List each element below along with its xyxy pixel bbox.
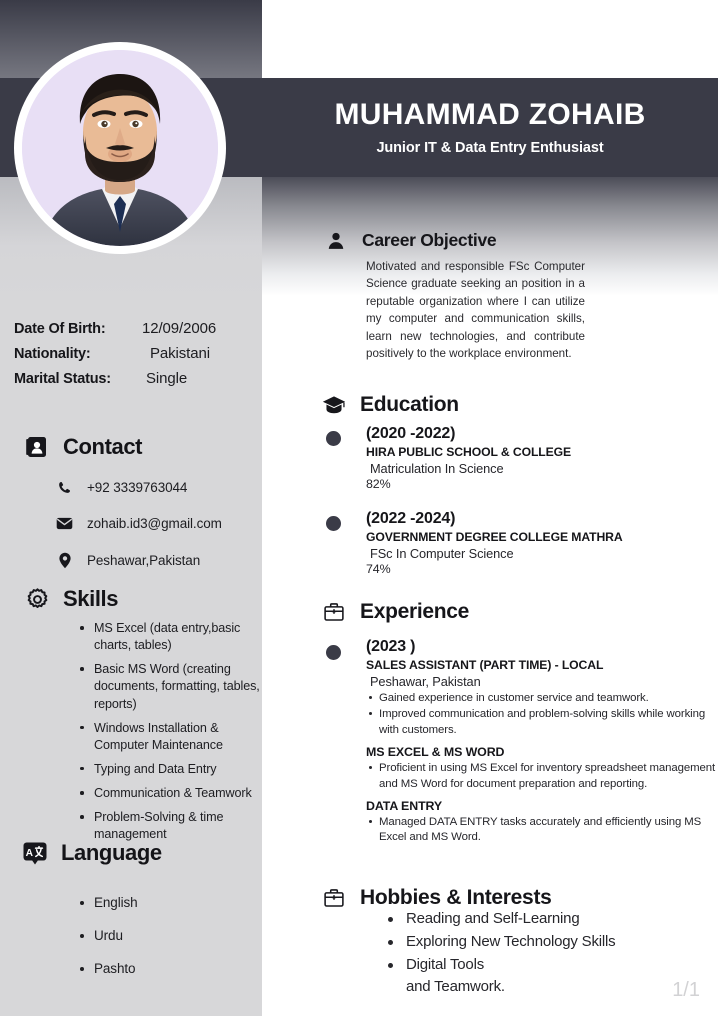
envelope-icon bbox=[56, 516, 73, 531]
education-degree: FSc In Computer Science bbox=[370, 546, 514, 561]
education-bullet-dot bbox=[326, 516, 341, 531]
list-item: Typing and Data Entry bbox=[80, 761, 260, 778]
list-item: Reading and Self-Learning bbox=[386, 908, 706, 931]
hobbies-section-header bbox=[322, 886, 552, 910]
experience-group-bullets bbox=[366, 815, 718, 846]
list-item: Proficient in using MS Excel for inventory spreadsheet management and MS Word for document preparation and reporting. bbox=[366, 761, 718, 792]
job-title: Junior IT & Data Entry Enthusiast bbox=[376, 139, 604, 156]
contact-card-icon bbox=[24, 434, 50, 460]
language-title: Language bbox=[61, 840, 162, 865]
profile-photo-icon bbox=[22, 50, 218, 246]
education-org: GOVERNMENT DEGREE COLLEGE MATHRA bbox=[366, 530, 623, 544]
info-row-marital-status bbox=[14, 370, 254, 387]
location-pin-icon bbox=[56, 552, 73, 569]
list-item: MS Excel (data entry,basic charts, tables) bbox=[80, 620, 260, 654]
email-value: zohaib.id3@gmail.com bbox=[87, 516, 222, 531]
list-item: Exploring New Technology Skills bbox=[386, 931, 706, 954]
contact-title: Contact bbox=[63, 434, 143, 459]
list-item: Basic MS Word (creating documents, formatting, tables, reports) bbox=[80, 661, 260, 712]
objective-title: Career Objective bbox=[362, 230, 497, 250]
experience-title: Experience bbox=[360, 600, 470, 623]
gear-icon bbox=[24, 586, 50, 612]
list-item: Communication & Teamwork bbox=[80, 785, 260, 802]
list-item: Pashto bbox=[80, 961, 260, 976]
experience-bullet-dot bbox=[326, 645, 341, 660]
education-section-header bbox=[322, 393, 459, 417]
education-entry bbox=[366, 510, 716, 576]
contact-phone bbox=[56, 480, 256, 495]
location-value: Peshawar,Pakistan bbox=[87, 553, 201, 568]
list-item: Managed DATA ENTRY tasks accurately and efficiently using MS Excel and MS Word. bbox=[366, 815, 718, 846]
page-indicator: 1/1 bbox=[672, 979, 700, 1001]
objective-text: Motivated and responsible FSc Computer Science graduate seeking an position in a reputable organization where I can utilize my computer and communication skills, learn new technologies, and contribute positively to the workplace environment. bbox=[366, 260, 585, 360]
hobbies-title: Hobbies & Interests bbox=[360, 886, 552, 909]
contact-list bbox=[56, 480, 256, 590]
education-title: Education bbox=[360, 393, 459, 416]
language-list bbox=[80, 895, 260, 994]
experience-group-heading: MS EXCEL & MS WORD bbox=[366, 745, 505, 760]
skills-title: Skills bbox=[63, 586, 119, 611]
experience-years: (2023 ) bbox=[366, 638, 416, 655]
experience-bullets bbox=[366, 691, 718, 738]
language-section-header bbox=[22, 840, 162, 866]
education-bullet-dot bbox=[326, 431, 341, 446]
contact-location bbox=[56, 552, 256, 569]
list-item: Digital Tools bbox=[386, 954, 706, 977]
person-icon bbox=[324, 231, 348, 251]
experience-group-heading: DATA ENTRY bbox=[366, 798, 443, 813]
contact-email bbox=[56, 516, 256, 531]
list-item: Windows Installation & Computer Maintenance bbox=[80, 720, 260, 754]
education-years: (2022 -2024) bbox=[366, 510, 456, 527]
briefcase-icon bbox=[322, 887, 346, 909]
contact-section-header bbox=[24, 434, 142, 460]
nationality-label: Nationality: bbox=[14, 346, 91, 362]
marital-status-label: Marital Status: bbox=[14, 371, 111, 387]
objective-section-header bbox=[324, 230, 496, 251]
translate-icon bbox=[22, 840, 48, 866]
skills-section-header bbox=[24, 586, 118, 612]
hobbies-list bbox=[386, 908, 706, 999]
dob-value: 12/09/2006 bbox=[142, 320, 217, 337]
avatar bbox=[18, 46, 222, 250]
education-org: HIRA PUBLIC SCHOOL & COLLEGE bbox=[366, 445, 572, 459]
nationality-value: Pakistani bbox=[150, 345, 210, 362]
education-degree: Matriculation In Science bbox=[370, 461, 504, 476]
dob-label: Date Of Birth: bbox=[14, 321, 106, 337]
experience-entry bbox=[366, 638, 718, 847]
list-item: Urdu bbox=[80, 928, 260, 943]
experience-section-header bbox=[322, 600, 469, 624]
svg-text:A: A bbox=[25, 847, 33, 859]
education-percent: 74% bbox=[366, 562, 391, 576]
list-item: Improved communication and problem-solving skills while working with customers. bbox=[366, 707, 718, 738]
skills-list bbox=[80, 620, 260, 850]
personal-info bbox=[14, 320, 254, 395]
education-entry bbox=[366, 425, 716, 491]
experience-role: SALES ASSISTANT (PART TIME) - LOCAL bbox=[366, 658, 604, 672]
education-percent: 82% bbox=[366, 477, 391, 491]
full-name: MUHAMMAD ZOHAIB bbox=[334, 98, 646, 132]
list-item: Problem-Solving & time management bbox=[80, 809, 260, 843]
graduation-cap-icon bbox=[322, 394, 346, 416]
list-item: Gained experience in customer service and teamwork. bbox=[366, 691, 718, 706]
experience-group-bullets bbox=[366, 761, 718, 792]
phone-icon bbox=[56, 480, 73, 495]
info-row-dob bbox=[14, 320, 254, 337]
briefcase-icon bbox=[322, 601, 346, 623]
info-row-nationality bbox=[14, 345, 254, 362]
list-item-continuation: and Teamwork. bbox=[406, 978, 505, 996]
marital-status-value: Single bbox=[146, 370, 188, 387]
experience-location: Peshawar, Pakistan bbox=[370, 674, 481, 689]
education-years: (2020 -2022) bbox=[366, 425, 456, 442]
phone-value: +92 3339763044 bbox=[87, 480, 188, 495]
list-item: English bbox=[80, 895, 260, 910]
